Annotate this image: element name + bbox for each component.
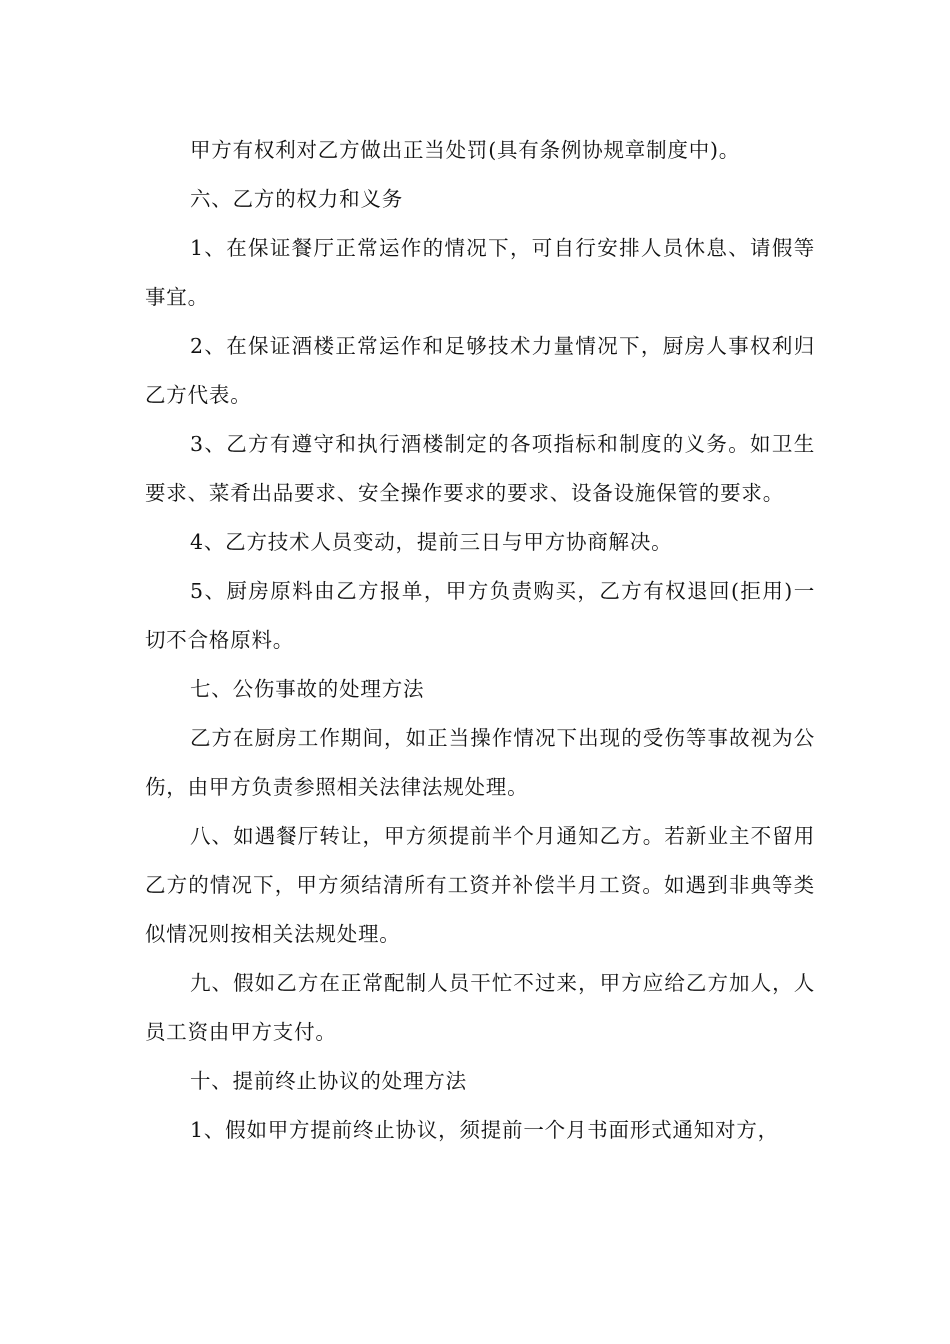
document-body: [145, 126, 815, 1155]
paragraph-termination-item-1: 1、假如甲方提前终止协议，须提前一个月书面形式通知对方，: [190, 1118, 779, 1142]
section-heading-work-injury: 七、公伤事故的处理方法: [190, 677, 425, 701]
section-restaurant-transfer: 八、如遇餐厅转让，甲方须提前半个月通知乙方。若新业主不留用乙方的情况下，甲方须结清所有工资并补偿半月工资。如遇到非典等类似情况则按相关法规处理。: [145, 824, 815, 946]
section-additional-staff: 九、假如乙方在正常配制人员干忙不过来，甲方应给乙方加人，人员工资由甲方支付。: [145, 971, 815, 1044]
paragraph-punishment-right: 甲方有权利对乙方做出正当处罚(具有条例协规章制度中)。: [190, 138, 741, 162]
paragraph-b-item-5: 5、厨房原料由乙方报单，甲方负责购买，乙方有权退回(拒用)一切不合格原料。: [145, 579, 815, 652]
paragraph-b-item-1: 1、在保证餐厅正常运作的情况下，可自行安排人员休息、请假等事宜。: [145, 236, 815, 309]
section-heading-party-b-rights: 六、乙方的权力和义务: [190, 187, 403, 211]
section-heading-early-termination: 十、提前终止协议的处理方法: [190, 1069, 467, 1093]
paragraph-b-item-4: 4、乙方技术人员变动，提前三日与甲方协商解决。: [190, 530, 673, 554]
paragraph-b-item-3: 3、乙方有遵守和执行酒楼制定的各项指标和制度的义务。如卫生要求、菜肴出品要求、安全操作要求的要求、设备设施保管的要求。: [145, 432, 815, 505]
paragraph-work-injury: 乙方在厨房工作期间，如正当操作情况下出现的受伤等事故视为公伤，由甲方负责参照相关法律法规处理。: [145, 726, 815, 799]
paragraph-b-item-2: 2、在保证酒楼正常运作和足够技术力量情况下，厨房人事权利归乙方代表。: [145, 334, 815, 407]
